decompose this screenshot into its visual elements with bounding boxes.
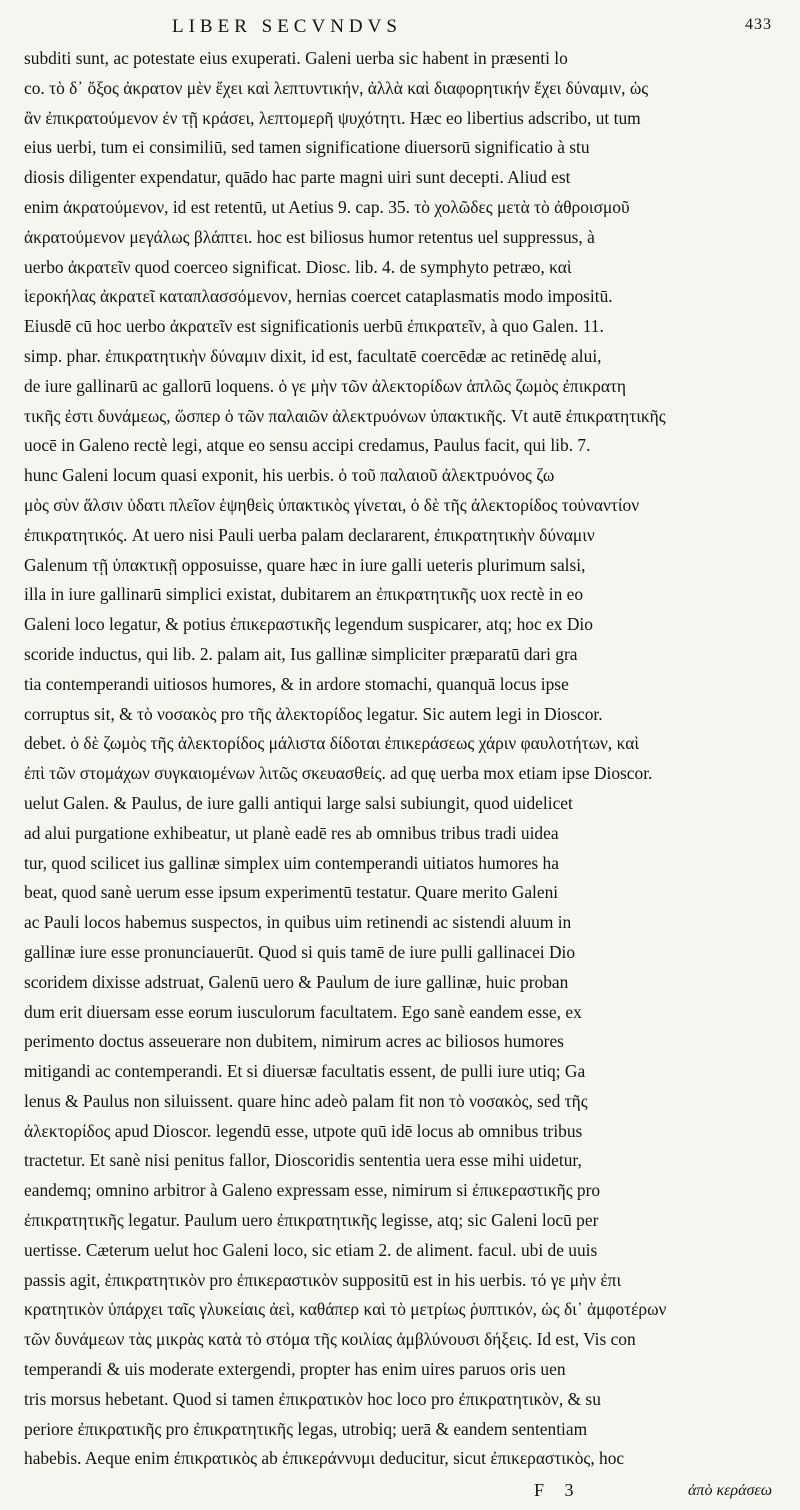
text-line: ἀκρατούμενον μεγάλως βλάπτει. hoc est biliosus humor retentus uel suppressus, à xyxy=(24,226,595,247)
text-line: debet. ὁ δὲ ζωμὸς τῆς ἀλεκτορίδος μάλιστα δίδοται ἐπικεράσεως χάριν φαυλοτήτων, καὶ xyxy=(24,733,640,754)
text-line: simp. phar. ἐπικρατητικὴν δύναμιν dixit, id est, facultatē coercēdæ ac retinēdę alui, xyxy=(24,345,602,366)
text-line: ἂν ἐπικρατούμενον ἐν τῇ κράσει, λεπτομερῆ ψυχότητι. Hæc eo libertius adscribo, ut tum xyxy=(24,107,641,128)
text-line: passis agit, ἐπικρατητικὸν pro ἐπικεραστικὸν suppositū est in his uerbis. τό γε μὴν ἐπι xyxy=(24,1269,622,1290)
text-line: tractetur. Et sanè nisi penitus fallor, Dioscoridis sententia uera esse mihi uidetur, xyxy=(24,1150,582,1171)
text-line: uocē in Galeno rectè legi, atque eo sensu accipi credamus, Paulus facit, qui lib. 7. xyxy=(24,435,591,456)
text-line: eius uerbi, tum ei consimiliū, sed tamen significatione diuersorū significatio à stu xyxy=(24,137,590,158)
text-line: eandemq; omnino arbitror à Galeno expressam esse, nimirum si ἐπικεραστικῆς pro xyxy=(24,1180,601,1201)
page-header xyxy=(24,14,772,44)
text-line: μὸς σὺν ἅλσιν ὑδατι πλεῖον ἑψηθεὶς ὑπακτικὸς γίνεται, ὁ δὲ τῆς ἀλεκτορίδος τοὐναντίον xyxy=(24,494,640,515)
text-line: uertisse. Cæterum uelut hoc Galeni loco, sic etiam 2. de aliment. facul. ubi de uuis xyxy=(24,1239,598,1260)
text-line: diosis diligenter expendatur, quādo hac parte magni uiri sunt decepti. Aliud est xyxy=(24,167,571,188)
text-line: perimento doctus asseuerare non dubitem, nimirum acres ac biliosos humores xyxy=(24,1031,564,1052)
text-line: tris morsus hebetant. Quod si tamen ἐπικρατικὸν hoc loco pro ἐπικρατητικὸν, & su xyxy=(24,1388,601,1409)
text-line: ἐπὶ τῶν στομάχων συγκαιομένων λιτῶς σκευασθείς. ad quę uerba mox etiam ipse Dioscor. xyxy=(24,763,653,784)
running-head: LIBER SECVNDVS xyxy=(172,16,402,37)
text-line: uerbo ἀκρατεῖν quod coerceo significat. Diosc. lib. 4. de symphyto petræo, καὶ xyxy=(24,256,572,277)
text-line: hunc Galeni locum quasi exponit, his uerbis. ὁ τοῦ παλαιοῦ ἀλεκτρυόνος ζω xyxy=(24,465,555,486)
text-line: temperandi & uis moderate extergendi, propter has enim uires paruos oris uen xyxy=(24,1359,566,1380)
text-line: enim ἀκρατούμενον, id est retentū, ut Aetius 9. cap. 35. τὸ χολῶδες μετὰ τὸ ἀθροισμοῦ xyxy=(24,196,630,217)
text-line: lenus & Paulus non siluissent. quare hinc adeò palam fit non τὸ νοσακὸς, sed τῆς xyxy=(24,1090,588,1111)
text-line: τῶν δυνάμεων τὰς μικρὰς κατὰ τὸ στόμα τῆς κοιλίας ἀμβλύνουσι δήξεις. Id est, Vis con xyxy=(24,1329,636,1350)
page-footer xyxy=(24,1474,772,1510)
text-line: κρατητικὸν ὑπάρχει ταῖς γλυκείαις ἀεὶ, καθάπερ καὶ τὸ μετρίως ῥυπτικόν, ὡς δι᾽ ἀμφοτέρων xyxy=(24,1299,667,1320)
text-line: dum erit diuersam esse eorum iusculorum facultatem. Ego sanè eandem esse, ex xyxy=(24,1001,582,1022)
text-line: periore ἐπικρατικῆς pro ἐπικρατητικῆς legas, utrobiq; uerā & eandem sententiam xyxy=(24,1418,588,1439)
page-number: 433 xyxy=(745,16,772,33)
text-line: ac Pauli locos habemus suspectos, in quibus uim retinendi ac sistendi aluum in xyxy=(24,912,572,933)
text-line: τικῆς ἐστι δυνάμεως, ὥσπερ ὁ τῶν παλαιῶν ἀλεκτρυόνων ὑπακτικῆς. Vt autē ἐπικρατητικῆς xyxy=(24,405,666,426)
text-line: corruptus sit, & τὸ νοσακὸς pro τῆς ἀλεκτορίδος legatur. Sic autem legi in Dioscor. xyxy=(24,703,603,724)
text-line: uelut Galen. & Paulus, de iure galli antiqui large salsi subiungit, quod uidelicet xyxy=(24,792,573,813)
text-line: subditi sunt, ac potestate eius exuperati. Galeni uerba sic habent in præsenti lo xyxy=(24,48,568,68)
text-line: Eiusdē cū hoc uerbo ἀκρατεῖν est significationis uerbū ἐπικρατεῖν, à quo Galen. 11. xyxy=(24,316,604,337)
catchword: ἀπὸ κεράσεω xyxy=(688,1482,772,1500)
text-line: beat, quod sanè uerum esse ipsum experimentū testatur. Quare merito Galeni xyxy=(24,882,559,903)
signature-mark: F 3 xyxy=(534,1480,582,1501)
text-line: habebis. Aeque enim ἐπικρατικὸς ab ἐπικεράννυμι deducitur, sicut ἐπικεραστικὸς, hoc xyxy=(24,1448,625,1469)
text-line: mitigandi ac contemperandi. Et si diuersæ facultatis essent, de pulli iure utiq; Ga xyxy=(24,1061,586,1082)
text-line: ad alui purgatione exhibeatur, ut planè eadē res ab omnibus tribus tradi uidea xyxy=(24,822,559,843)
text-line: gallinæ iure esse pronunciauerūt. Quod si quis tamē de iure pulli gallinacei Dio xyxy=(24,941,576,962)
text-line: de iure gallinarū ac gallorū loquens. ὁ γε μὴν τῶν ἀλεκτορίδων ἁπλῶς ζωμὸς ἐπικρατη xyxy=(24,375,627,396)
text-line: illa in iure gallinarū simplici existat, dubitarem an ἐπικρατητικῆς uox rectè in eo xyxy=(24,584,584,605)
text-line: ἐπικρατητικός. At uero nisi Pauli uerba palam declararent, ἐπικρατητικὴν δύναμιν xyxy=(24,524,595,545)
text-line: co. τὸ δ᾽ ὄξος ἀκρατον μὲν ἔχει καὶ λεπτυντικήν, ἀλλὰ καὶ διαφορητικήν ἔχει δύναμιν, ὡς xyxy=(24,77,649,98)
text-line: scoride inductus, qui lib. 2. palam ait, Ius gallinæ simpliciter præparatū dari gra xyxy=(24,643,578,664)
text-line: tur, quod scilicet ius gallinæ simplex uim contemperandi uitiatos humores ha xyxy=(24,852,559,873)
text-line: ἱεροκήλας ἀκρατεῖ καταπλασσόμενον, hernias coercet cataplasmatis modo impositū. xyxy=(24,286,613,307)
text-line: tia contemperandi uitiosos humores, & in ardore stomachi, quanquā locus ipse xyxy=(24,673,569,694)
text-line: Galeni loco legatur, & potius ἐπικεραστικῆς legendum suspicarer, atq; hoc ex Dio xyxy=(24,614,593,635)
text-line: scoridem dixisse adstruat, Galenū uero & Paulum de iure gallinæ, huic proban xyxy=(24,971,569,992)
text-line: Galenum τῇ ὑπακτικῇ opposuisse, quare hæc in iure galli ueteris plurimum salsi, xyxy=(24,554,586,575)
text-line: ἐπικρατητικῆς legatur. Paulum uero ἐπικρατητικῆς legisse, atq; sic Galeni locū per xyxy=(24,1210,599,1231)
body-text xyxy=(24,44,772,1474)
text-line: ἀλεκτορίδος apud Dioscor. legendū esse, utpote quū idē locus ab omnibus tribus xyxy=(24,1120,583,1141)
